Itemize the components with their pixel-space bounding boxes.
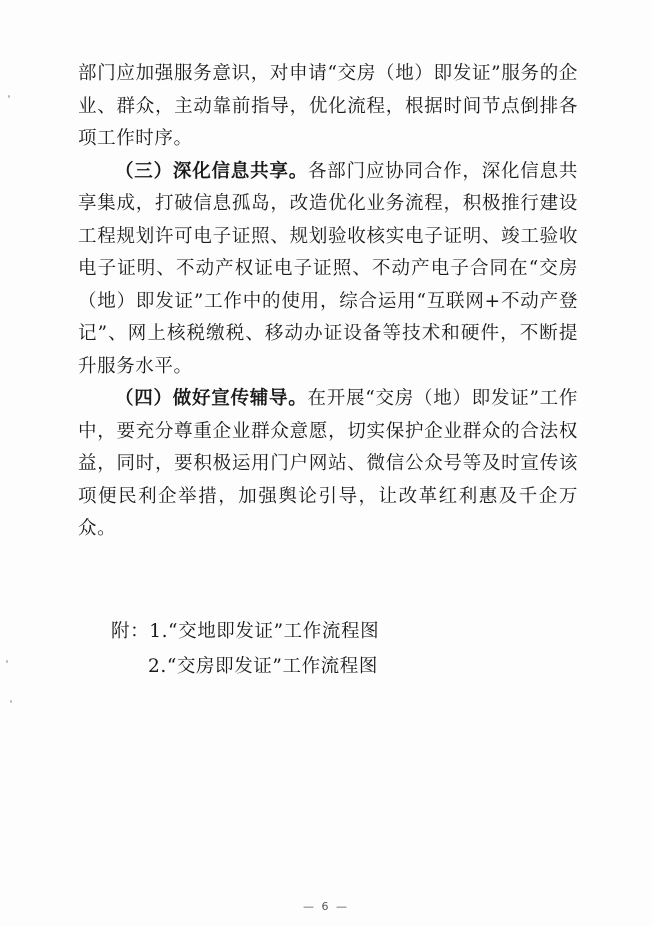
scan-speck — [8, 95, 10, 98]
paragraph-text: 部门应加强服务意识，对申请“交房（地）即发证”服务的企业、群众，主动靠前指导，优化流程，根据时间节点倒排各项工作时序。 — [78, 63, 578, 149]
paragraph-text: 各部门应协同合作，深化信息共享集成，打破信息孤岛，改造优化业务流程，积极推行建设工程规划许可电子证照、规划验收核实电子证明、竣工验收电子证明、不动产权证电子证照、不动产电子合同在“交房（地）即发证”工作中的使用，综合运用“互联网+不动产登记”、网上核税缴税、移动办证设备等技术和硬件，不断提升服务水平。 — [78, 160, 578, 377]
paragraph-text: 在开展“交房（地）即发证”工作中，要充分尊重企业群众意愿，切实保护企业群众的合法权益，同时，要积极运用门户网站、微信公众号等及时宣传该项便民利企举措，加强舆论引导，让改革红利惠及千企万众。 — [78, 388, 578, 539]
attachment-item-1 — [111, 617, 379, 643]
scan-speck — [10, 700, 12, 703]
attachment-item-2 — [148, 652, 378, 678]
section-heading: （四）做好宣传辅导。 — [115, 388, 308, 409]
section-heading: （三）深化信息共享。 — [115, 160, 308, 182]
paragraph-section-4 — [78, 383, 578, 546]
paragraph-section-3 — [78, 156, 578, 384]
page-number: — 6 — — [303, 900, 349, 913]
paragraph-continued — [78, 58, 578, 156]
document-body — [78, 58, 578, 546]
scan-speck — [6, 660, 8, 663]
attachment-title: 1.“交地即发证”工作流程图 — [149, 621, 380, 642]
attachment-label: 附： — [111, 621, 150, 642]
attachment-title: 2.“交房即发证”工作流程图 — [148, 656, 378, 677]
